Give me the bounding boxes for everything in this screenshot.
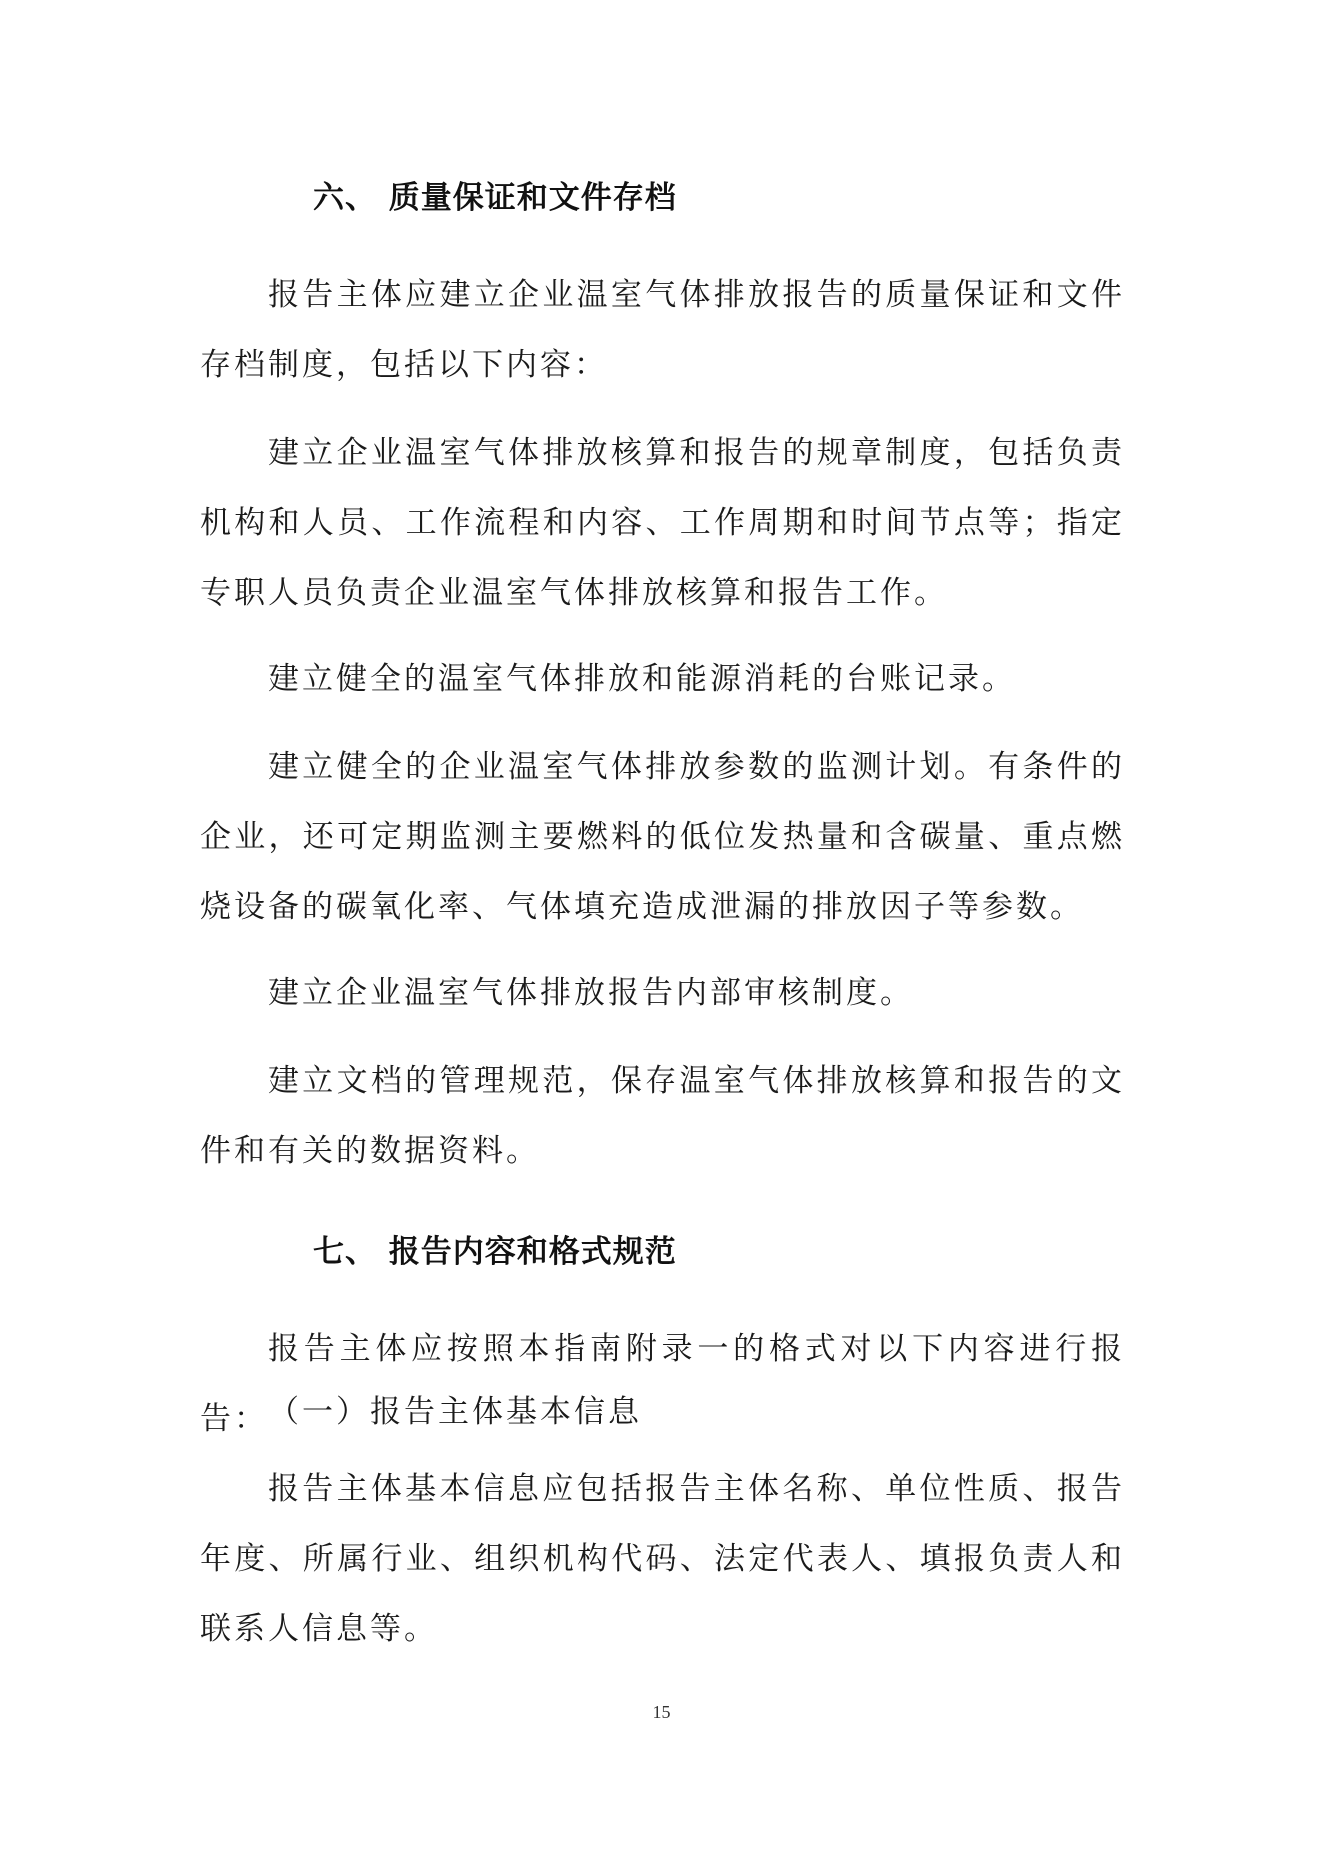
subheading-basic-info: （一）报告主体基本信息 [268,1394,642,1430]
section-heading-quality-assurance: 六、 质量保证和文件存档 [313,180,677,216]
paragraph-internal-audit: 建立企业温室气体排放报告内部审核制度。 [268,975,914,1011]
paragraph-basic-info: 报告主体基本信息应包括报告主体名称、单位性质、报告年度、所属行业、组织机构代码、法定代表人、填报负责人和联系人信息等。 [200,1471,1125,1647]
paragraph-quality-intro: 报告主体应建立企业温室气体排放报告的质量保证和文件存档制度，包括以下内容： [200,277,1125,383]
paragraph-document-management: 建立文档的管理规范，保存温室气体排放核算和报告的文件和有关的数据资料。 [200,1063,1125,1169]
paragraph-rules-system: 建立企业温室气体排放核算和报告的规章制度，包括负责机构和人员、工作流程和内容、工作周期和时间节点等；指定专职人员负责企业温室气体排放核算和报告工作。 [200,435,1125,611]
paragraph-ledger-records: 建立健全的温室气体排放和能源消耗的台账记录。 [268,661,1016,697]
section-heading-report-content: 七、 报告内容和格式规范 [313,1234,677,1270]
page-number: 15 [652,1702,671,1722]
paragraph-monitoring-plan: 建立健全的企业温室气体排放参数的监测计划。有条件的企业，还可定期监测主要燃料的低位发热量和含碳量、重点燃烧设备的碳氧化率、气体填充造成泄漏的排放因子等参数。 [200,749,1125,925]
paragraph-report-intro: 报告主体应按照本指南附录一的格式对以下内容进行报告： [200,1331,1125,1437]
